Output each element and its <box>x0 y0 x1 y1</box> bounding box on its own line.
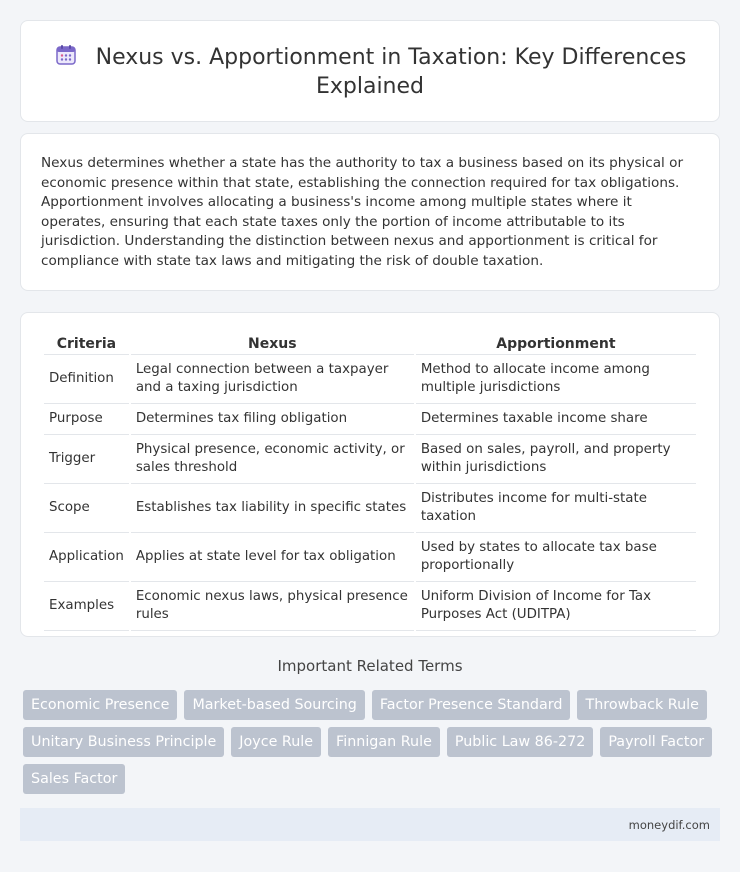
related-term-tag[interactable]: Factor Presence Standard <box>372 690 571 720</box>
row-nexus: Economic nexus laws, physical presence rules <box>131 582 414 631</box>
row-apportionment: Method to allocate income among multiple jurisdictions <box>416 355 696 404</box>
title-wrap <box>21 43 719 101</box>
row-apportionment: Uniform Division of Income for Tax Purposes Act (UDITPA) <box>416 582 696 631</box>
row-criteria: Definition <box>44 355 129 404</box>
header-apportionment: Apportionment <box>416 333 696 355</box>
row-apportionment: Distributes income for multi-state taxation <box>416 484 696 533</box>
row-nexus: Determines tax filing obligation <box>131 404 414 435</box>
intro-card <box>20 133 720 291</box>
row-criteria: Examples <box>44 582 129 631</box>
calendar-icon <box>54 43 78 67</box>
table-row <box>44 533 696 582</box>
header-nexus: Nexus <box>131 333 414 355</box>
related-term-tag[interactable]: Payroll Factor <box>600 727 712 757</box>
row-nexus: Establishes tax liability in specific states <box>131 484 414 533</box>
comparison-table-card <box>20 312 720 637</box>
row-nexus: Applies at state level for tax obligation <box>131 533 414 582</box>
row-nexus: Legal connection between a taxpayer and a taxing jurisdiction <box>131 355 414 404</box>
related-term-tag[interactable]: Unitary Business Principle <box>23 727 224 757</box>
intro-paragraph: Nexus determines whether a state has the authority to tax a business based on its physical or economic presence within that state, establishing the connection required for tax obligations. Apportionment involves allocating a business's income among multiple states where it operates, ensuring that each state taxes only the portion of income attributable to its jurisdiction. Understanding the distinction between nexus and apportionment is critical for compliance with state tax laws and mitigating the risk of double taxation. <box>41 155 684 269</box>
footer-site-link[interactable]: moneydif.com <box>628 818 710 832</box>
comparison-table <box>42 333 698 631</box>
table-row <box>44 582 696 631</box>
title-card <box>20 20 720 122</box>
related-term-tag[interactable]: Economic Presence <box>23 690 177 720</box>
page-title: Nexus vs. Apportionment in Taxation: Key Differences Explained <box>95 45 687 99</box>
related-term-tag[interactable]: Finnigan Rule <box>328 727 440 757</box>
table-row <box>44 484 696 533</box>
row-criteria: Trigger <box>44 435 129 484</box>
row-criteria: Scope <box>44 484 129 533</box>
row-apportionment: Based on sales, payroll, and property within jurisdictions <box>416 435 696 484</box>
table-row <box>44 355 696 404</box>
related-term-tag[interactable]: Public Law 86-272 <box>447 727 593 757</box>
row-apportionment: Used by states to allocate tax base proportionally <box>416 533 696 582</box>
related-term-tag[interactable]: Sales Factor <box>23 764 125 794</box>
header-criteria: Criteria <box>44 333 129 355</box>
table-row <box>44 404 696 435</box>
row-apportionment: Determines taxable income share <box>416 404 696 435</box>
related-term-tag[interactable]: Market-based Sourcing <box>184 690 364 720</box>
row-nexus: Physical presence, economic activity, or sales threshold <box>131 435 414 484</box>
related-terms-title: Important Related Terms <box>277 657 463 675</box>
table-header-row <box>44 333 696 355</box>
related-term-tag[interactable]: Joyce Rule <box>231 727 321 757</box>
table-row <box>44 435 696 484</box>
related-term-tag[interactable]: Throwback Rule <box>577 690 706 720</box>
footer <box>20 808 720 841</box>
related-terms-list <box>23 690 723 801</box>
row-criteria: Application <box>44 533 129 582</box>
row-criteria: Purpose <box>44 404 129 435</box>
